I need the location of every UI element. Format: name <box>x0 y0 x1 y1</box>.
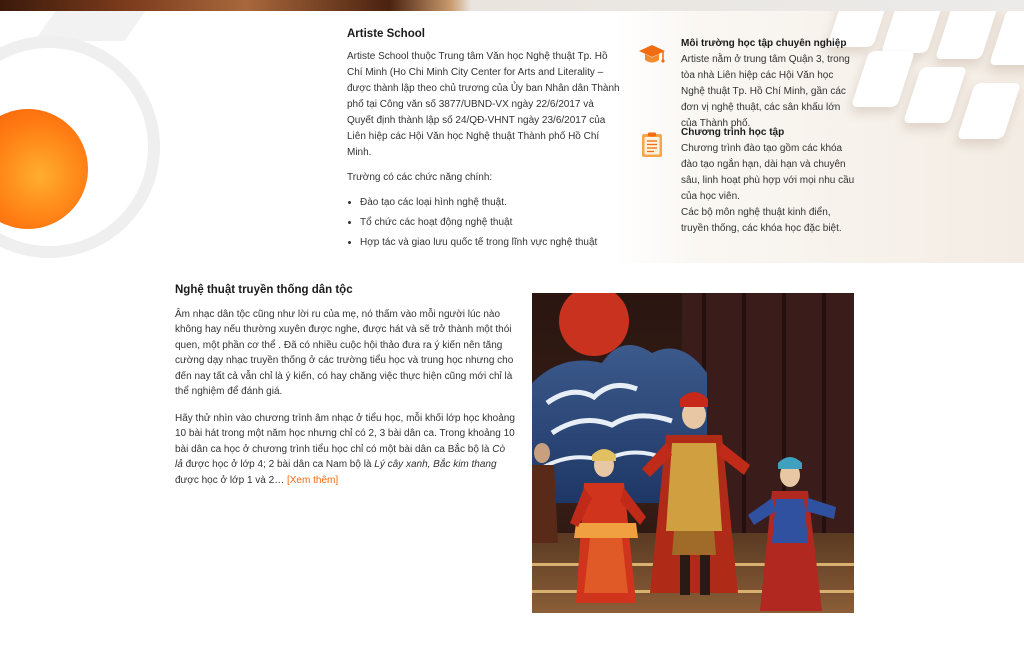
functions-list <box>347 195 622 251</box>
about-column <box>347 26 622 255</box>
list-item: • Tổ chức các hoạt động nghệ thuật <box>360 215 622 231</box>
top-banner-strip <box>0 0 1024 11</box>
feature-program <box>638 125 858 237</box>
functions-intro: Trường có các chức năng chính: <box>347 172 493 183</box>
article-paragraph-2: Hãy thử nhìn vào chương trình âm nhạc ở tiểu học, mỗi khối lớp học khoảng 10 bài hát trong một năm học nhưng chỉ có 2, 3 bài dân ca. Trong khoảng 10 bài dân ca học ở chương trình tiểu học chỉ có một bài dân ca Bắc bộ là Cò lả được học ở lớp 4; 2 bài dân ca Nam bộ là Lý cây xanh, Bắc kim thang được học ở lớp 1 và 2… [Xem thêm] <box>175 412 515 486</box>
feature-text: Chương trình đào tạo gồm các khóa đào tạo ngắn hạn, dài hạn và chuyên sâu, linh hoạt phù hợp với mọi nhu cầu của học viên. <box>681 143 855 202</box>
feature-title: Chương trình học tập <box>681 127 785 138</box>
graduation-cap-icon <box>638 40 666 68</box>
document-list-icon <box>638 131 666 159</box>
list-item: • Đào tạo các loại hình nghệ thuật. <box>360 195 622 211</box>
feature-environment <box>638 36 858 132</box>
read-more-link[interactable]: [Xem thêm] <box>286 474 339 486</box>
feature-title: Môi trường học tập chuyên nghiệp <box>681 38 847 49</box>
list-item: • Hợp tác và giao lưu quốc tế trong lĩnh vực nghệ thuật <box>360 235 622 251</box>
article-photo <box>532 293 854 613</box>
about-title: Artiste School <box>347 28 425 40</box>
article-title: Nghệ thuật truyền thống dân tộc <box>175 284 353 296</box>
feature-text-secondary: Các bộ môn nghệ thuật kinh điển, truyền thống, các khóa học đặc biệt. <box>681 207 842 234</box>
article-section <box>175 283 515 499</box>
feature-text: Artiste nằm ở trung tâm Quận 3, trong tòa nhà Liên hiệp các Hội Văn học Nghệ thuật Tp. Hồ Chí Minh, gần các đơn vị nghệ thuật, các sân khấu lớn của Thành phố. <box>681 54 850 129</box>
article-paragraph-1: Âm nhạc dân tộc cũng như lời ru của mẹ, nó thấm vào mỗi người lúc nào không hay nếu thường xuyên được nghe, được hát và sẽ trở thành một thói quen, một phần cơ thể . Đã có nhiều cuộc hội thảo đưa ra ý kiến nên tăng cường dạy nhạc truyền thống ở các trường tiểu học và trung học nhưng cho đến nay tất cả vẫn chỉ là ý kiến, có hay chăng việc thực hiện cũng mới chỉ là thể nghiệm để đánh giá. <box>175 308 514 397</box>
about-paragraph: Artiste School thuộc Trung tâm Văn học Nghệ thuật Tp. Hồ Chí Minh (Ho Chi Minh City Center for Arts and Literality – được thành lập theo chủ trương của Ủy ban Nhân dân Thành phố tại Công văn số 3877/UBND-VX ngày 22/6/2017 và Quyết định thành lập số 24/QĐ-VHNT ngày 23/6/2017 của Liên hiệp các Hội Văn học Nghệ thuật Thành phố Hồ Chí Minh. <box>347 51 620 158</box>
